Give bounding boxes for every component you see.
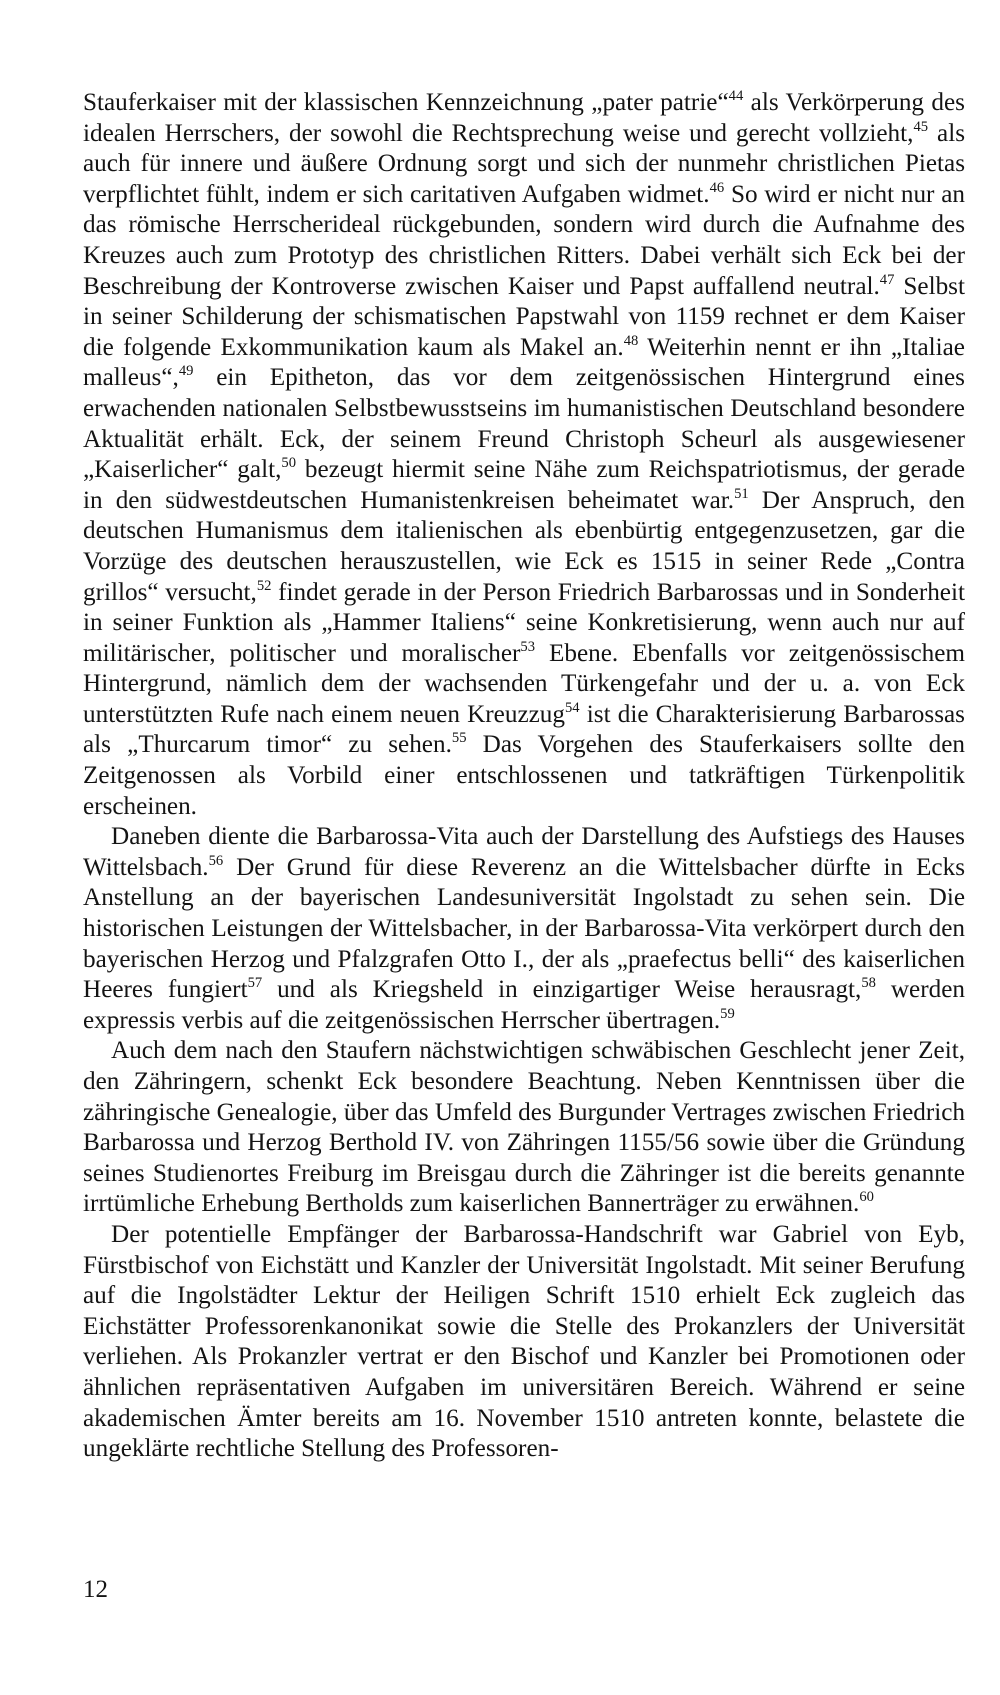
text-run: bezeugt hiermit seine Nähe zum Reichspatriotismus, der gerade in den südwestdeutschen Humanistenkreisen beheimatet war. xyxy=(83,456,966,514)
footnote-marker: 53 xyxy=(520,638,536,655)
text-run: Stauferkaiser mit der klassischen Kennzeichnung „pater patrie“ xyxy=(83,89,729,116)
text-run: Ebene. Ebenfalls vor zeitgenössischem Hintergrund, nämlich dem der wachsenden Türkengefahr und der u. a. von Eck unterstützten Rufe nach einem neuen Kreuzzug xyxy=(83,639,966,728)
text-run: Weiterhin nennt er ihn „Italiae malleus“, xyxy=(83,333,965,392)
footnote-marker: 52 xyxy=(256,577,272,594)
footnote-marker: 47 xyxy=(879,271,895,288)
footnote-marker: 49 xyxy=(178,363,194,380)
paragraph-4 xyxy=(83,1220,965,1465)
footnote-marker: 50 xyxy=(281,454,296,471)
footnote-marker: 46 xyxy=(709,179,725,196)
text-run: als Verkörperung des idealen Herrschers, der sowohl die Rechtsprechung weise und gerecht vollzieht, xyxy=(83,89,965,147)
text-run: Auch dem nach den Staufern nächstwichtigen schwäbischen Geschlecht jener Zeit, den Zähringern, schenkt Eck besondere Beachtung. Neben Kenntnissen über die zähringische Genealogie, über das Umfeld des Burgunder Vertrages zwischen Friedrich Barbarossa und Herzog Berthold IV. von Zähringen 1155/56 sowie über die Gründung seines Studienortes Freiburg im Breisgau durch die Zähringer ist die bereits genannte irrtümliche Erhebung Bertholds zum kaiserlichen Bannerträger zu erwähnen. xyxy=(83,1037,965,1218)
text-run: Der Grund für diese Reverenz an die Wittelsbacher dürfte in Ecks Anstellung an der bayerischen Landesuniversität Ingolstadt zu sehen sein. Die historischen Leistungen der Wittelsbacher, in der Barbarossa-Vita verkörpert durch den bayerischen Herzog und Pfalzgrafen Otto I., der als „praefectus belli“ des kaiserlichen Heeres fungiert xyxy=(83,853,965,1004)
paragraph-2 xyxy=(83,822,965,1036)
text-run: ist die Charakterisierung Barbarossas als „Thurcarum timor“ zu sehen. xyxy=(83,700,965,759)
paragraph-3 xyxy=(83,1036,965,1220)
footnote-marker: 56 xyxy=(208,852,224,869)
text-run: ein Epitheton, das vor dem zeitgenössischen Hintergrund eines erwachenden nationalen Selbstbewusstseins im humanistischen Deutschland besondere Aktualität erhält. Eck, der seinem Freund Christoph Scheurl als ausgewiesener „Kaiserlicher“ galt, xyxy=(83,364,965,484)
page-number: 12 xyxy=(83,1576,108,1603)
footnote-marker: 55 xyxy=(451,730,467,747)
paragraph-1 xyxy=(83,88,965,822)
text-run: Daneben diente die Barbarossa-Vita auch der Darstellung des Aufstiegs des Hauses Wittelsbach. xyxy=(83,823,965,881)
footnote-marker: 44 xyxy=(728,87,744,104)
text-run: Der potentielle Empfänger der Barbarossa-Handschrift war Gabriel von Eyb, Fürstbischof von Eichstätt und Kanzler der Universität Ingolstadt. Mit seiner Berufung auf die Ingolstädter Lektur der Heiligen Schrift 1510 erhielt Eck zugleich das Eichstätter Professorenkanonikat sowie die Stelle des Prokanzlers der Universität verliehen. Als Prokanzler vertrat er den Bischof und Kanzler bei Promotionen oder ähnlichen repräsentativen Aufgaben im universitären Bereich. Während er seine akademischen Ämter bereits am 16. November 1510 antreten konnte, belastete die ungeklärte rechtliche Stellung des Professoren- xyxy=(83,1220,965,1463)
text-run: werden expressis verbis auf die zeitgenössischen Herrscher übertragen. xyxy=(83,976,965,1034)
text-run: als auch für innere und äußere Ordnung sorgt und sich der nunmehr christlichen Pietas verpflichtet fühlt, indem er sich caritativen Aufgaben widmet. xyxy=(83,119,965,208)
text-run: und als Kriegsheld in einzigartiger Weise herausragt, xyxy=(262,976,862,1004)
footnote-marker: 54 xyxy=(565,699,580,716)
text-run: So wird er nicht nur an das römische Herrscherideal rückgebunden, sondern wird durch die Aufnahme des Kreuzes auch zum Prototyp des christlichen Ritters. Dabei verhält sich Eck bei der Beschreibung der Kontroverse zwischen Kaiser und Papst auffallend neutral. xyxy=(83,180,965,300)
footnote-marker: 57 xyxy=(247,975,263,991)
footnote-marker: 60 xyxy=(859,1189,874,1206)
footnote-marker: 58 xyxy=(861,975,876,991)
text-run: Der Anspruch, den deutschen Humanismus dem italienischen als ebenbürtig entgegenzusetzen, gar die Vorzüge des deutschen herauszustellen, wie Eck es 1515 in seiner Rede „Contra grillos“ versucht, xyxy=(83,486,966,606)
text-run: findet gerade in der Person Friedrich Barbarossas und in Sonderheit in seiner Funktion als „Hammer Italiens“ seine Konkretisierung, wenn auch nur auf militärischer, politischer und moralischer xyxy=(83,578,965,667)
footnote-marker: 51 xyxy=(734,485,749,502)
footnote-marker: 59 xyxy=(720,1005,735,1022)
text-run: Selbst in seiner Schilderung der schismatischen Papstwahl von 1159 rechnet er dem Kaiser die folgende Exkommunikation kaum als Makel an. xyxy=(83,272,965,361)
footnote-marker: 45 xyxy=(913,118,929,135)
footnote-marker: 48 xyxy=(623,332,639,349)
body-text xyxy=(83,88,965,1465)
text-run: Das Vorgehen des Stauferkaisers sollte den Zeitgenossen als Vorbild einer entschlossenen und tatkräftigen Türkenpolitik erscheinen. xyxy=(83,731,966,820)
